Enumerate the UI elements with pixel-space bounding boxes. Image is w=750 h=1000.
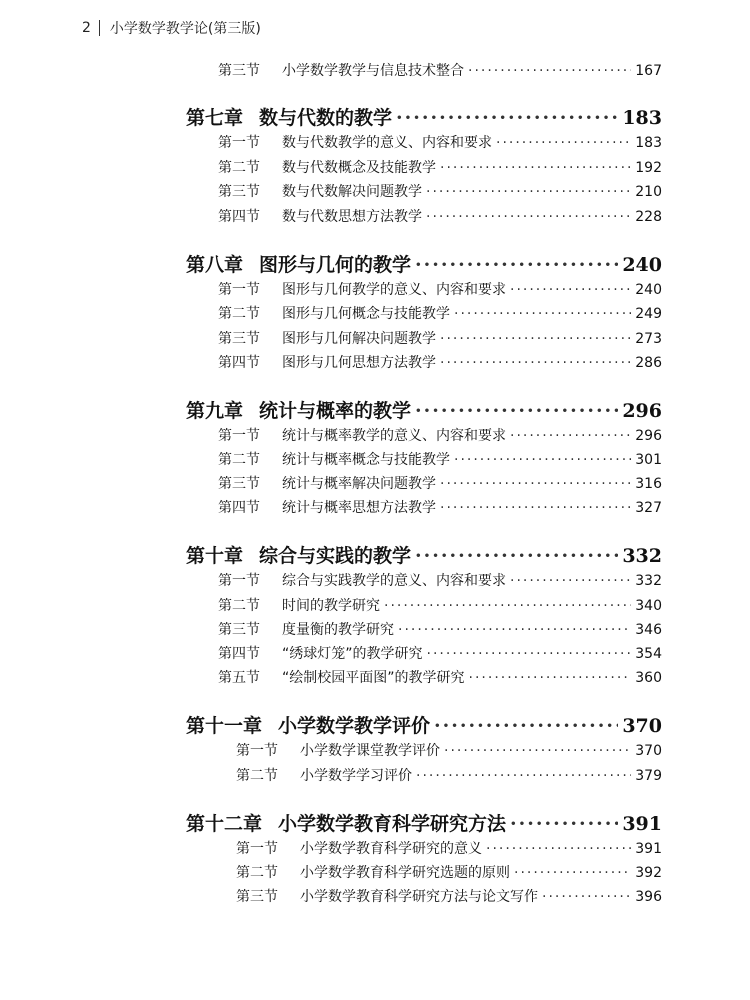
toc-section-entry: [236, 862, 662, 882]
dot-leader: [514, 865, 631, 881]
toc-section-entry: [218, 425, 662, 445]
header-separator: [99, 20, 100, 36]
entry-number: 第二节: [218, 306, 260, 322]
dot-leader: [440, 500, 631, 516]
entry-number: 第三节: [218, 184, 260, 200]
dot-leader: [440, 476, 631, 492]
entry-page-number: 340: [635, 598, 662, 614]
entry-number: 第四节: [218, 355, 260, 371]
entry-page-number: 370: [622, 715, 662, 737]
dot-leader: [415, 400, 618, 422]
toc-section-entry: [236, 765, 662, 785]
entry-title: 小学数学教育科学研究方法与论文写作: [300, 889, 538, 905]
entry-page-number: 301: [635, 452, 662, 468]
entry-title: 数与代数教学的意义、内容和要求: [282, 135, 492, 151]
entry-page-number: 286: [635, 355, 662, 371]
entry-title: 小学数学学习评价: [300, 768, 412, 784]
dot-leader: [486, 841, 631, 857]
dot-leader: [426, 209, 631, 225]
entry-number: 第二节: [236, 865, 278, 881]
entry-number: 第一节: [218, 282, 260, 298]
dot-leader: [542, 889, 631, 905]
entry-number: 第八章: [186, 254, 244, 276]
toc-section-entry: [218, 570, 662, 590]
entry-page-number: 332: [622, 545, 662, 567]
entry-page-number: 240: [635, 282, 662, 298]
dot-leader: [510, 813, 618, 835]
dot-leader: [426, 184, 631, 200]
entry-title: 图形与几何教学的意义、内容和要求: [282, 282, 506, 298]
entry-title: 度量衡的教学研究: [282, 622, 394, 638]
entry-page-number: 228: [635, 209, 662, 225]
entry-page-number: 167: [635, 63, 662, 79]
entry-title: 数与代数解决问题教学: [282, 184, 422, 200]
entry-number: 第三节: [218, 331, 260, 347]
toc-section-entry: [218, 206, 662, 226]
entry-number: 第七章: [186, 107, 244, 129]
entry-number: 第二节: [218, 598, 260, 614]
entry-title: 数与代数概念及技能教学: [282, 160, 436, 176]
entry-title: 统计与概率概念与技能教学: [282, 452, 450, 468]
entry-number: 第一节: [218, 135, 260, 151]
entry-number: 第三节: [218, 476, 260, 492]
entry-title: 图形与几何的教学: [259, 254, 412, 276]
toc-section-entry: [218, 279, 662, 299]
dot-leader: [454, 452, 631, 468]
entry-number: 第一节: [218, 573, 260, 589]
entry-page-number: 392: [635, 865, 662, 881]
dot-leader: [510, 573, 631, 589]
entry-number: 第三节: [218, 63, 260, 79]
entry-number: 第四节: [218, 500, 260, 516]
entry-title: 小学数学教育科学研究方法: [278, 813, 507, 835]
entry-number: 第十二章: [186, 813, 263, 835]
toc-section-entry: [236, 886, 662, 906]
entry-number: 第二节: [218, 452, 260, 468]
running-header: [82, 18, 261, 38]
entry-title: 小学数学教育科学研究的意义: [300, 841, 482, 857]
entry-title: 统计与概率解决问题教学: [282, 476, 436, 492]
entry-title: 图形与几何概念与技能教学: [282, 306, 450, 322]
entry-title: 图形与几何思想方法教学: [282, 355, 436, 371]
entry-title: 图形与几何解决问题教学: [282, 331, 436, 347]
dot-leader: [510, 282, 631, 298]
toc-section-entry: [218, 157, 662, 177]
entry-number: 第九章: [186, 400, 244, 422]
entry-number: 第四节: [218, 209, 260, 225]
entry-number: 第四节: [218, 646, 260, 662]
entry-page-number: 391: [622, 813, 662, 835]
toc-chapter-entry: [186, 541, 662, 568]
dot-leader: [444, 743, 631, 759]
entry-page-number: 327: [635, 500, 662, 516]
entry-number: 第十一章: [186, 715, 263, 737]
entry-page-number: 296: [635, 428, 662, 444]
entry-page-number: 332: [635, 573, 662, 589]
entry-title: 小学数学教学与信息技术整合: [282, 63, 464, 79]
entry-title: 统计与概率教学的意义、内容和要求: [282, 428, 506, 444]
toc-section-entry: [218, 60, 662, 80]
toc-chapter-entry: [186, 809, 662, 836]
entry-page-number: 346: [635, 622, 662, 638]
entry-number: 第一节: [218, 428, 260, 444]
entry-number: 第二节: [218, 160, 260, 176]
toc-chapter-entry: [186, 103, 662, 130]
dot-leader: [469, 670, 632, 686]
entry-number: 第三节: [236, 889, 278, 905]
entry-page-number: 296: [622, 400, 662, 422]
entry-number: 第三节: [218, 622, 260, 638]
dot-leader: [434, 715, 618, 737]
entry-title: “绣球灯笼”的教学研究: [282, 646, 423, 662]
entry-title: 综合与实践教学的意义、内容和要求: [282, 573, 506, 589]
toc-section-entry: [236, 740, 662, 760]
toc-section-entry: [218, 449, 662, 469]
entry-page-number: 183: [622, 107, 662, 129]
toc-section-entry: [218, 643, 662, 663]
dot-leader: [510, 428, 631, 444]
entry-title: 数与代数思想方法教学: [282, 209, 422, 225]
toc-section-entry: [218, 352, 662, 372]
header-page-number: 2: [82, 20, 91, 36]
dot-leader: [398, 622, 631, 638]
entry-page-number: 391: [635, 841, 662, 857]
toc-section-entry: [218, 595, 662, 615]
dot-leader: [440, 331, 631, 347]
dot-leader: [427, 646, 632, 662]
entry-page-number: 183: [635, 135, 662, 151]
entry-page-number: 370: [635, 743, 662, 759]
toc-section-entry: [218, 181, 662, 201]
entry-number: 第一节: [236, 743, 278, 759]
toc-chapter-entry: [186, 250, 662, 277]
toc-section-entry: [218, 619, 662, 639]
header-book-title: 小学数学教学论(第三版): [109, 21, 261, 37]
toc-section-entry: [218, 303, 662, 323]
dot-leader: [440, 160, 631, 176]
entry-page-number: 379: [635, 768, 662, 784]
dot-leader: [468, 63, 631, 79]
toc-chapter-entry: [186, 711, 662, 738]
dot-leader: [454, 306, 631, 322]
entry-title: 统计与概率思想方法教学: [282, 500, 436, 516]
entry-number: 第二节: [236, 768, 278, 784]
entry-number: 第五节: [218, 670, 260, 686]
entry-title: 统计与概率的教学: [259, 400, 412, 422]
toc-chapter-entry: [186, 396, 662, 423]
toc-section-entry: [218, 328, 662, 348]
entry-page-number: 396: [635, 889, 662, 905]
toc-section-entry: [218, 497, 662, 517]
entry-page-number: 360: [635, 670, 662, 686]
entry-page-number: 273: [635, 331, 662, 347]
dot-leader: [384, 598, 631, 614]
toc-section-entry: [218, 667, 662, 687]
entry-page-number: 192: [635, 160, 662, 176]
dot-leader: [496, 135, 631, 151]
entry-title: 时间的教学研究: [282, 598, 380, 614]
entry-title: 数与代数的教学: [259, 107, 393, 129]
toc-section-entry: [236, 838, 662, 858]
entry-title: “绘制校园平面图”的教学研究: [282, 670, 465, 686]
entry-title: 小学数学教育科学研究选题的原则: [300, 865, 510, 881]
dot-leader: [416, 768, 631, 784]
entry-number: 第一节: [236, 841, 278, 857]
entry-page-number: 316: [635, 476, 662, 492]
toc-section-entry: [218, 473, 662, 493]
entry-page-number: 210: [635, 184, 662, 200]
entry-page-number: 240: [622, 254, 662, 276]
entry-number: 第十章: [186, 545, 244, 567]
entry-title: 小学数学课堂教学评价: [300, 743, 440, 759]
entry-page-number: 249: [635, 306, 662, 322]
dot-leader: [440, 355, 631, 371]
entry-title: 小学数学教学评价: [278, 715, 431, 737]
entry-page-number: 354: [635, 646, 662, 662]
toc-section-entry: [218, 132, 662, 152]
entry-title: 综合与实践的教学: [259, 545, 412, 567]
dot-leader: [396, 107, 618, 129]
dot-leader: [415, 254, 618, 276]
dot-leader: [415, 545, 618, 567]
